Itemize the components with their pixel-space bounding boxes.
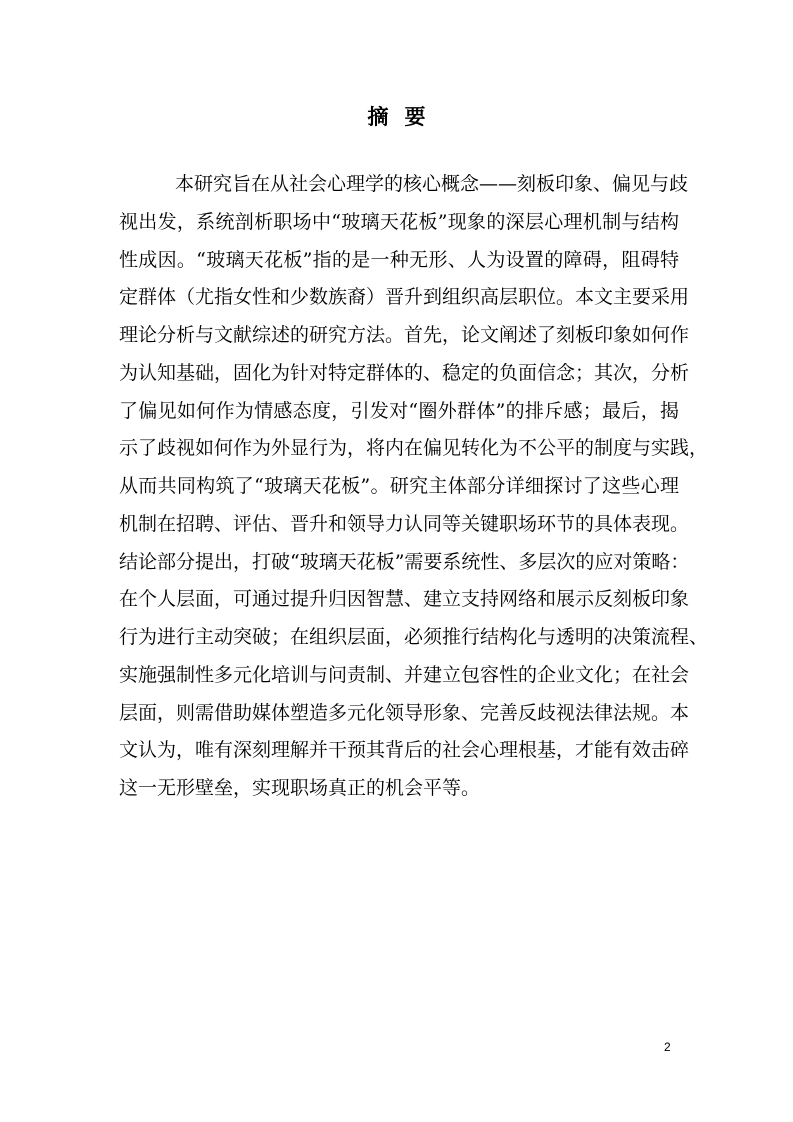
abstract-line: 行为进行主动突破；在组织层面，必须推行结构化与透明的决策流程、 (119, 626, 709, 648)
abstract-line: 本研究旨在从社会心理学的核心概念——刻板印象、偏见与歧 (175, 173, 689, 195)
abstract-line: 从而共同构筑了“玻璃天花板”。研究主体部分详细探讨了这些心理 (119, 475, 679, 497)
abstract-line: 实施强制性多元化培训与问责制、并建立包容性的企业文化；在社会 (119, 663, 690, 686)
abstract-line: 结论部分提出，打破“玻璃天花板”需要系统性、多层次的应对策略： (119, 550, 690, 573)
abstract-body (119, 169, 709, 811)
abstract-line: 了偏见如何作为情感态度，引发对“圈外群体”的排斥感；最后，揭 (119, 399, 679, 422)
abstract-line: 性成因。“玻璃天花板”指的是一种无形、人为设置的障碍，阻碍特 (119, 248, 679, 271)
abstract-line: 理论分析与文献综述的研究方法。首先，论文阐述了刻板印象如何作 (119, 324, 690, 346)
abstract-line: 示了歧视如何作为外显行为，将内在偏见转化为不公平的制度与实践， (119, 437, 709, 460)
abstract-line: 在个人层面，可通过提升归因智慧、建立支持网络和展示反刻板印象 (119, 588, 690, 611)
abstract-line: 这一无形壁垒，实现职场真正的机会平等。 (119, 777, 481, 799)
page-number: 2 (664, 1040, 671, 1054)
abstract-line: 层面，则需借助媒体塑造多元化领导形象、完善反歧视法律法规。本 (119, 701, 690, 724)
abstract-title: 摘要 (367, 105, 442, 129)
abstract-line: 视出发，系统剖析职场中“玻璃天花板”现象的深层心理机制与结构 (119, 210, 679, 233)
abstract-line: 机制在招聘、评估、晋升和领导力认同等关键职场环节的具体表现。 (119, 512, 690, 535)
abstract-line: 文认为，唯有深刻理解并干预其背后的社会心理根基，才能有效击碎 (119, 739, 690, 762)
abstract-line: 定群体（尤指女性和少数族裔）晋升到组织高层职位。本文主要采用 (119, 286, 690, 309)
abstract-line: 为认知基础，固化为针对特定群体的、稳定的负面信念；其次，分析 (119, 361, 690, 384)
